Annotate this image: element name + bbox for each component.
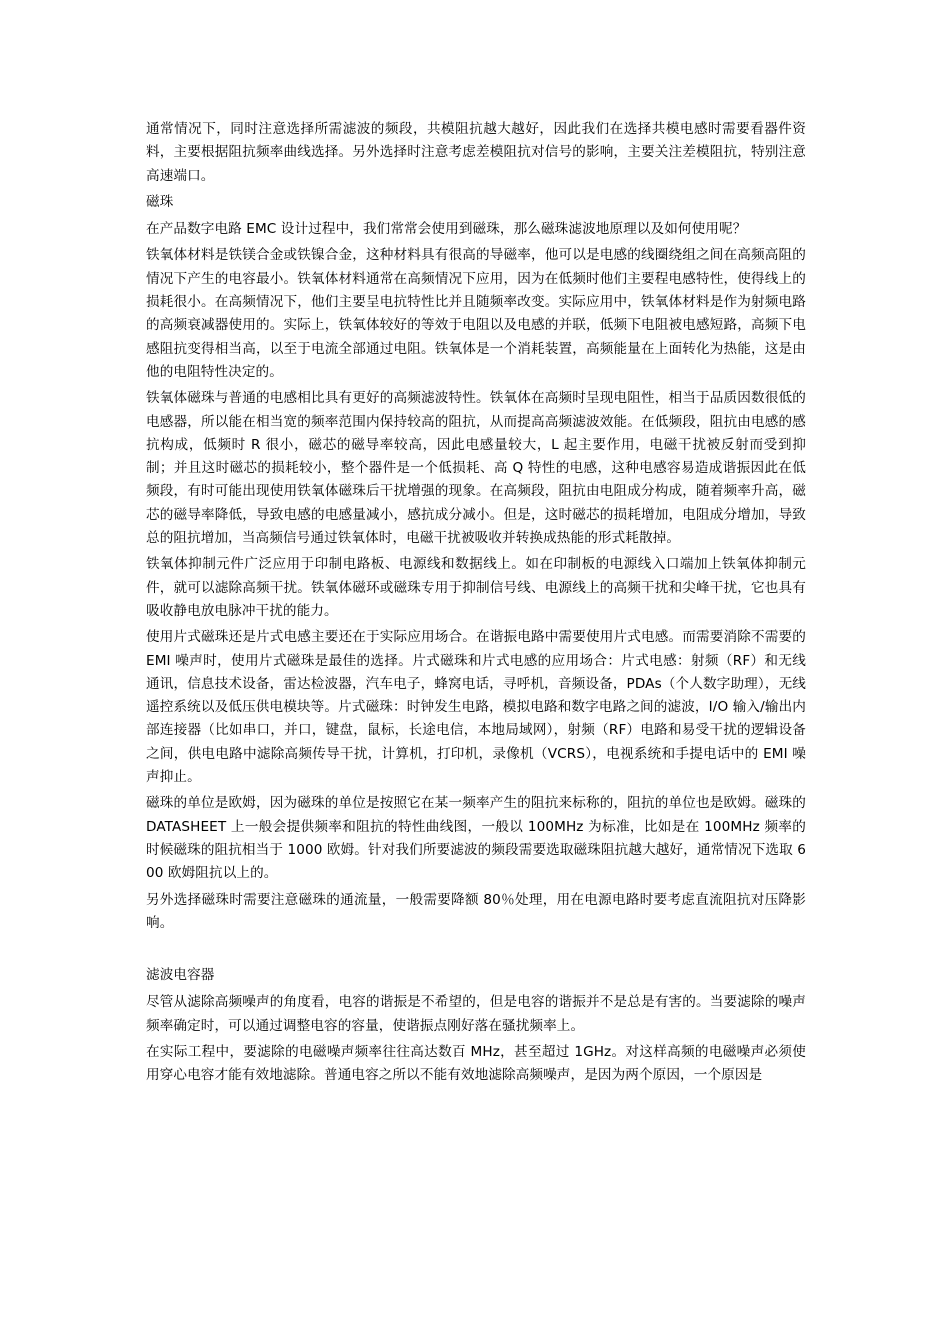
paragraph-chip-bead-vs-inductor: 使用片式磁珠还是片式电感主要还在于实际应用场合。在谐振电路中需要使用片式电感。而需要消除不需要的 EMI 噪声时，使用片式磁珠是最佳的选择。片式磁珠和片式电感的应用场合：片式电感：射频（RF）和无线通讯，信息技术设备，雷达检波器，汽车电子，蜂窝电话，寻呼机，音频设备，PDAs（个人数字助理），无线遥控系统以及低压供电模块等。片式磁珠：时钟发生电路，模拟电路和数字电路之间的滤波，I/O 输入/输出内部连接器（比如串口，并口，键盘，鼠标，长途电信，本地局域网），射频（RF）电路和易受干扰的逻辑设备之间，供电电路中滤除高频传导干扰，计算机，打印机，录像机（VCRS），电视系统和手提电话中的 EMI 噪声抑止。 bbox=[146, 629, 806, 786]
paragraph-ferrite-material: 铁氧体材料是铁镁合金或铁镍合金，这种材料具有很高的导磁率，他可以是电感的线圈绕组之间在高频高阻的情况下产生的电容最小。铁氧体材料通常在高频情况下应用，因为在低频时他们主要程电感特性，使得线上的损耗很小。在高频情况下，他们主要呈电抗特性比并且随频率改变。实际应用中，铁氧体材料是作为射频电路的高频衰减器使用的。实际上，铁氧体较好的等效于电阻以及电感的并联，低频下电阻被电感短路，高频下电感阻抗变得相当高，以至于电流全部通过电阻。铁氧体是一个消耗装置，高频能量在上面转化为热能，这是由他的电阻特性决定的。 bbox=[146, 247, 806, 380]
paragraph-bead-intro: 在产品数字电路 EMC 设计过程中，我们常常会使用到磁珠，那么磁珠滤波地原理以及如何使用呢？ bbox=[146, 221, 747, 238]
paragraph-common-mode-selection: 通常情况下，同时注意选择所需滤波的频段，共模阻抗越大越好，因此我们在选择共模电感时需要看器件资料，主要根据阻抗频率曲线选择。另外选择时注意考虑差模阻抗对信号的影响，主要关注差模阻抗，特别注意高速端口。 bbox=[146, 121, 806, 184]
paragraph-feedthrough-capacitor: 在实际工程中，要滤除的电磁噪声频率往往高达数百 MHz，甚至超过 1GHz。对这样高频的电磁噪声必须使用穿心电容才能有效地滤除。普通电容之所以不能有效地滤除高频噪声，是因为两个原因，一个原因是 bbox=[146, 1043, 806, 1084]
paragraph-bead-current-derating: 另外选择磁珠时需要注意磁珠的通流量，一般需要降额 80％处理，用在电源电路时要考虑直流阻抗对压降影响。 bbox=[146, 891, 806, 931]
heading-filter-capacitor: 滤波电容器 bbox=[146, 967, 215, 984]
heading-magnetic-bead: 磁珠 bbox=[146, 193, 174, 210]
document-page bbox=[146, 118, 806, 1091]
paragraph-ferrite-bead-characteristics: 铁氧体磁珠与普通的电感相比具有更好的高频滤波特性。铁氧体在高频时呈现电阻性，相当于品质因数很低的电感器，所以能在相当宽的频率范围内保持较高的阻抗，从而提高高频滤波效能。在低频段，阻抗由电感的感抗构成，低频时 R 很小，磁芯的磁导率较高，因此电感量较大，L 起主要作用，电磁干扰被反射而受到抑制；并且这时磁芯的损耗较小，整个器件是一个低损耗、高 Q 特性的电感，这种电感容易造成谐振因此在低频段，有时可能出现使用铁氧体磁珠后干扰增强的现象。在高频段，阻抗由电阻成分构成，随着频率升高，磁芯的磁导率降低，导致电感的电感量减小，感抗成分减小。但是，这时磁芯的损耗增加，电阻成分增加，导致总的阻抗增加，当高频信号通过铁氧体时，电磁干扰被吸收并转换成热能的形式耗散掉。 bbox=[146, 390, 806, 547]
paragraph-capacitor-resonance: 尽管从滤除高频噪声的角度看，电容的谐振是不希望的，但是电容的谐振并不是总是有害的。当要滤除的噪声频率确定时，可以通过调整电容的容量，使谐振点刚好落在骚扰频率上。 bbox=[146, 994, 806, 1034]
paragraph-ferrite-applications: 铁氧体抑制元件广泛应用于印制电路板、电源线和数据线上。如在印制板的电源线入口端加上铁氧体抑制元件，就可以滤除高频干扰。铁氧体磁环或磁珠专用于抑制信号线、电源线上的高频干扰和尖峰干扰，它也具有吸收静电放电脉冲干扰的能力。 bbox=[146, 556, 806, 619]
paragraph-bead-units: 磁珠的单位是欧姆，因为磁珠的单位是按照它在某一频率产生的阻抗来标称的，阻抗的单位也是欧姆。磁珠的 DATASHEET 上一般会提供频率和阻抗的特性曲线图，一般以 100MHz 为标准，比如是在 100MHz 频率的时候磁珠的阻抗相当于 1000 欧姆。针对我们所要滤波的频段需要选取磁珠阻抗越大越好，通常情况下选取 600 欧姆阻抗以上的。 bbox=[146, 795, 806, 882]
section-spacer bbox=[146, 938, 806, 964]
